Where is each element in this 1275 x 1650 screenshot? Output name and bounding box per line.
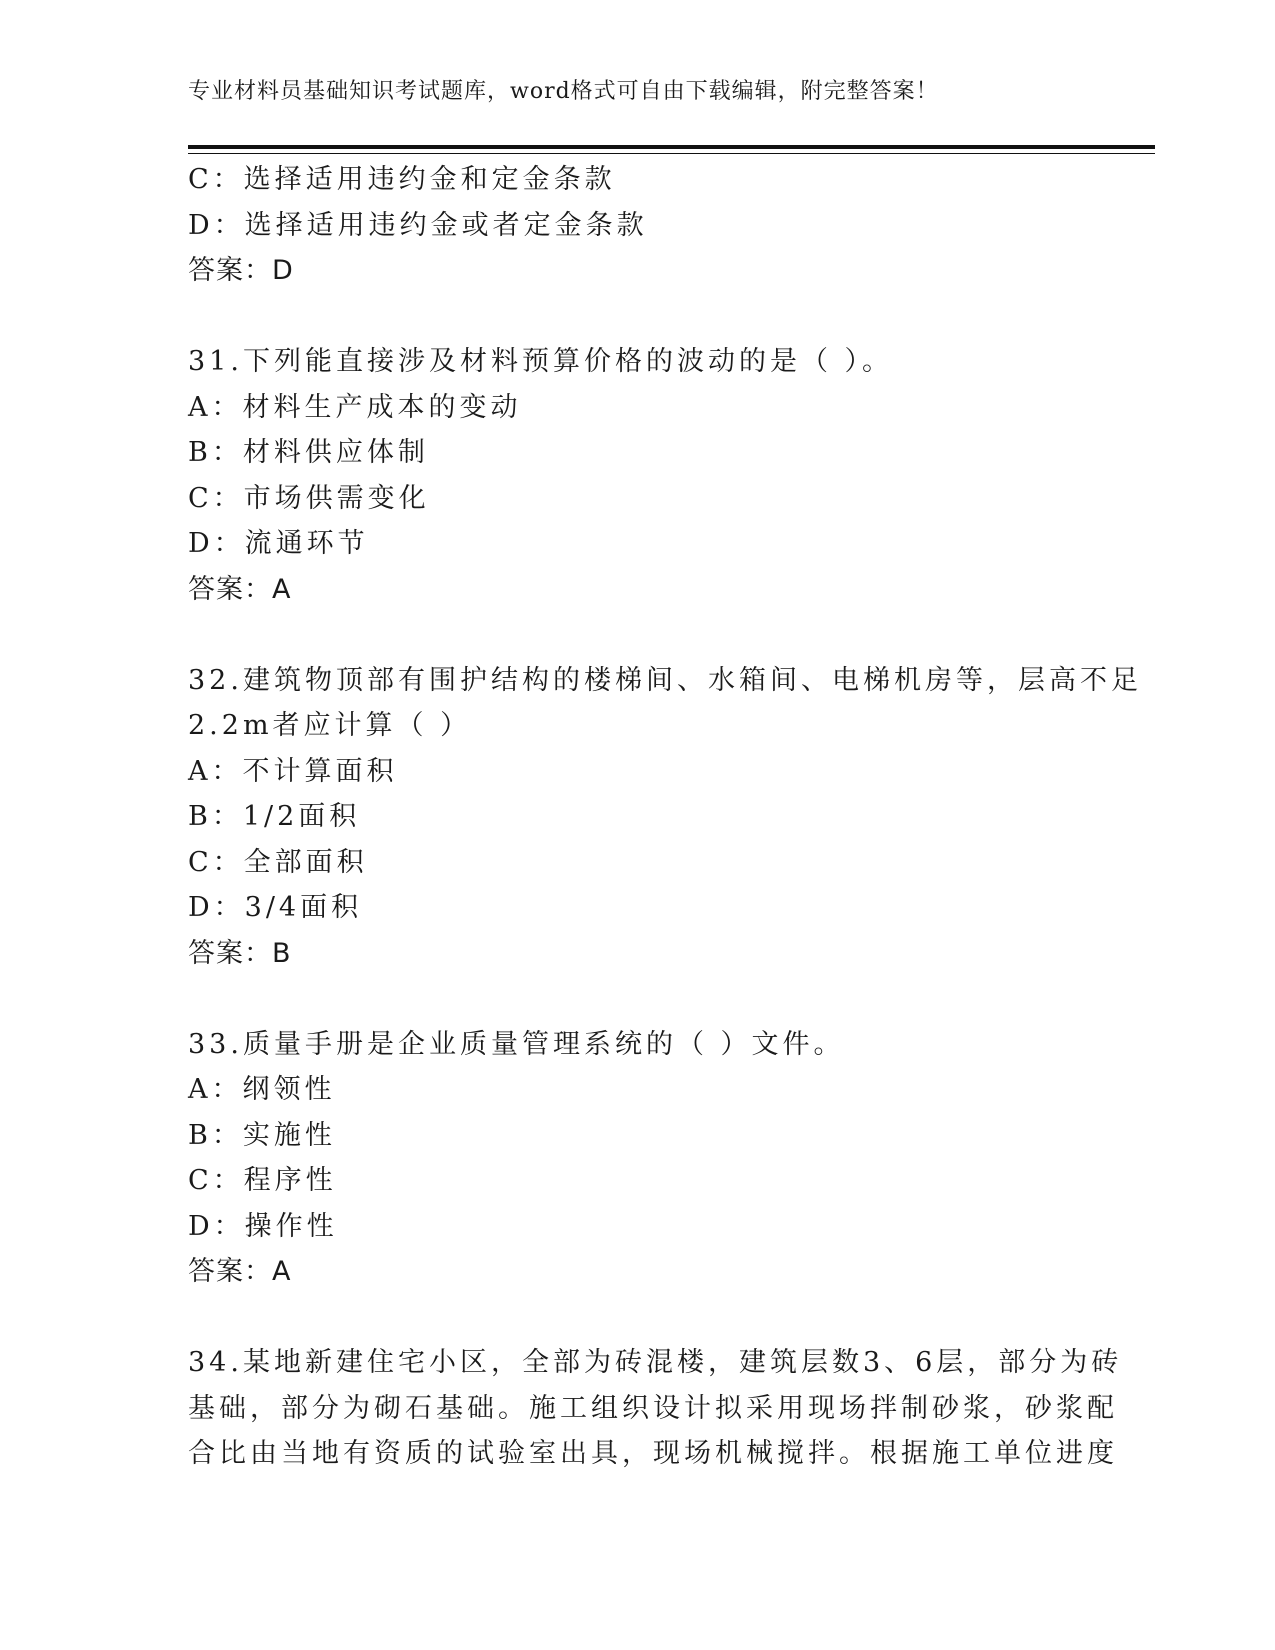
spacer: [188, 612, 1088, 658]
option-d: D：流通环节: [188, 528, 369, 559]
answer: 答案：A: [188, 573, 292, 605]
page-header: 专业材料员基础知识考试题库，word格式可自由下载编辑，附完整答案！: [188, 79, 939, 104]
option-a: A：不计算面积: [188, 755, 398, 787]
option-a: A：纲领性: [188, 1074, 336, 1105]
option-c: C：市场供需变化: [188, 482, 430, 514]
question-stem: 33.质量手册是企业质量管理系统的（ ）文件。: [188, 1028, 845, 1060]
option-a: A：材料生产成本的变动: [188, 391, 522, 423]
header-rule-thin: [188, 153, 1155, 154]
header-rule-thick: [188, 145, 1155, 149]
question-32: [188, 658, 1142, 977]
option-d: D：3/4面积: [188, 892, 363, 923]
question-stem: 31.下列能直接涉及材料预算价格的波动的是（ ）。: [188, 346, 894, 377]
question-stem: 34.某地新建住宅小区，全部为砖混楼，建筑层数3、6层，部分为砖: [188, 1347, 1123, 1378]
option-c: C：选择适用违约金和定金条款: [188, 164, 616, 195]
question-stem: 32.建筑物顶部有围护结构的楼梯间、水箱间、电梯机房等，层高不足: [188, 664, 1142, 696]
option-c: C：程序性: [188, 1165, 337, 1196]
document-body: [188, 157, 1142, 1477]
option-d: D：操作性: [188, 1210, 338, 1242]
question-stem-cont: 2.2m者应计算（ ）: [188, 710, 472, 741]
spacer: [188, 294, 1088, 340]
question-stem-cont: 基础，部分为砌石基础。施工组织设计拟采用现场拌制砂浆，砂浆配: [188, 1392, 1118, 1424]
prev-question-tail: [188, 157, 1088, 294]
option-d: D：选择适用违约金或者定金条款: [188, 209, 648, 241]
option-b: B：1/2面积: [188, 801, 361, 832]
answer: 答案：D: [188, 255, 294, 286]
option-b: B：实施性: [188, 1119, 336, 1151]
answer: 答案：B: [188, 937, 292, 969]
question-31: [188, 339, 1088, 612]
option-c: C：全部面积: [188, 846, 368, 878]
option-b: B：材料供应体制: [188, 437, 429, 468]
question-34: [188, 1340, 1123, 1477]
question-33: [188, 1022, 1088, 1295]
spacer: [188, 976, 1088, 1022]
answer: 答案：A: [188, 1256, 292, 1287]
spacer: [188, 1295, 1088, 1341]
question-stem-cont: 合比由当地有资质的试验室出具，现场机械搅拌。根据施工单位进度: [188, 1438, 1118, 1469]
